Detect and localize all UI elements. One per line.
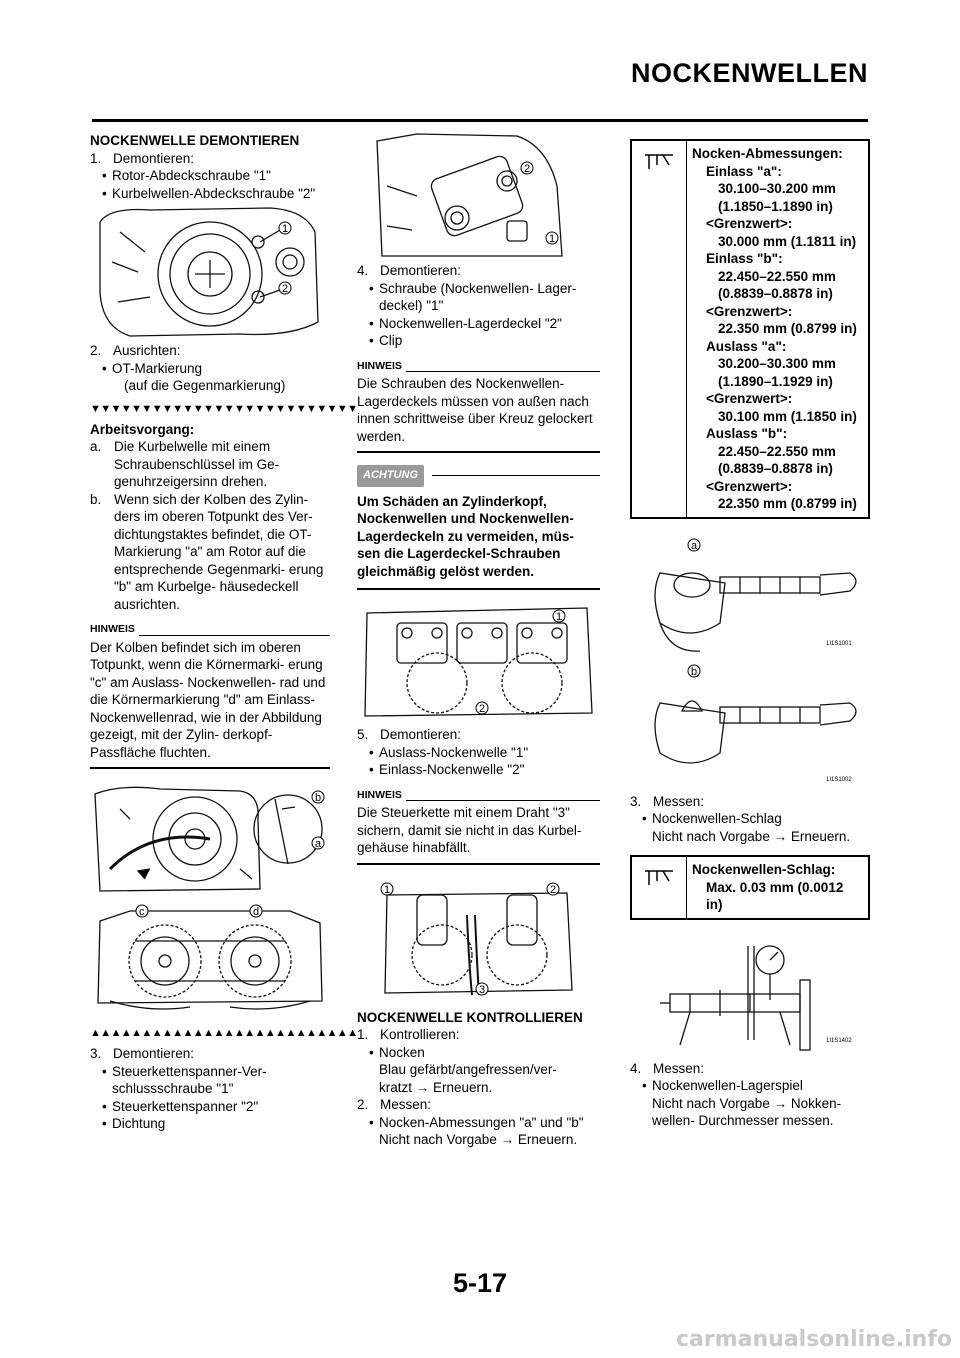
spec-line: <Grenzwert>: xyxy=(706,303,793,319)
spec-line: Auslass "a": xyxy=(706,338,787,354)
spec-line: Einlass "b": xyxy=(706,251,783,266)
spec-title: Nockenwellen-Schlag: xyxy=(692,862,836,877)
step-4: 4. Demontieren: xyxy=(357,263,462,278)
rotor-cover-figure xyxy=(90,202,330,342)
bullet: • Nockenwellen-Lagerdeckel "2" xyxy=(369,315,600,333)
spec-line: 30.100 mm (1.1850 in) xyxy=(718,408,857,424)
step-2: 2. Messen: xyxy=(357,1097,432,1112)
figure-label-1: 1 xyxy=(282,223,289,235)
spec-line: <Grenzwert>: xyxy=(706,478,793,494)
caution-header xyxy=(357,465,600,487)
figure-label-3: 3 xyxy=(479,983,486,996)
step-2: 2. Ausrichten: xyxy=(90,343,181,358)
watermark: carmanualsonline.info xyxy=(676,1327,952,1352)
figure-label-c: c xyxy=(139,906,145,918)
spec-title: Nocken-Abmessungen: xyxy=(692,146,843,161)
bullet: • Steuerkettenspanner-Ver- schlussschraube "1" xyxy=(102,1063,330,1098)
spec-line: 30.000 mm (1.1811 in) xyxy=(718,233,857,249)
section-heading: NOCKENWELLE DEMONTIEREN xyxy=(90,133,300,148)
spec-line: 30.200–30.300 mm xyxy=(718,356,836,371)
spec-box-cam-dimensions xyxy=(630,139,870,519)
spec-line: Einlass "a": xyxy=(706,163,782,179)
spec-box-camshaft-runout xyxy=(630,855,870,920)
spec-line: Auslass "b": xyxy=(706,426,788,441)
spec-line: (1.1890–1.1929 in) xyxy=(718,373,833,389)
bullet: • Nocken xyxy=(369,1044,600,1062)
figure-label-a: a xyxy=(315,838,322,850)
bullet: • Rotor-Abdeckschraube "1" xyxy=(102,167,330,185)
spec-line: (1.1850–1.1890 in) xyxy=(718,198,833,214)
spec-line: in) xyxy=(706,897,723,912)
procedure-step-a: a. Die Kurbelwelle mit einem Schraubenschlüssel im Ge- genuhrzeigersinn drehen. xyxy=(90,439,280,489)
bullet: • Nockenwellen-Schlag xyxy=(642,810,870,828)
spec-line: Max. 0.03 mm (0.0012 xyxy=(706,879,844,895)
caliper-icon xyxy=(632,857,687,918)
spec-line: 22.350 mm (0.8799 in) xyxy=(718,496,857,511)
section-heading: NOCKENWELLE KONTROLLIEREN xyxy=(357,1009,583,1025)
step-3: 3. Messen: xyxy=(630,793,705,809)
note-text: Die Schrauben des Nockenwellen- Lagerdeckels müssen von außen nach innen schrittweise über Kreuz gelockert werden. xyxy=(357,375,600,453)
bullet-sub: kratzt → Erneuern. xyxy=(379,1079,493,1095)
spec-line: 22.350 mm (0.8799 in) xyxy=(718,321,857,336)
note-header: HINWEIS xyxy=(357,358,600,376)
column-middle xyxy=(357,126,600,1149)
note-header: HINWEIS xyxy=(357,787,600,805)
bullet: • Nocken-Abmessungen "a" und "b" xyxy=(369,1114,600,1132)
bullet: • Nockenwellen-Lagerspiel xyxy=(642,1077,870,1095)
note-text: Der Kolben befindet sich im oberen Totpunkt, wenn die Körnermarki- erung "c" am Auslass- Nockenwellen- rad und die Körnermarkierung "d" am Einlass- Nockenwellenrad, wie in der Abbildung gezeigt, mit der Zylin- derkopf- Passfläche fluchten. xyxy=(90,639,330,770)
bullet: • OT-Markierung xyxy=(102,360,330,378)
spec-line: 22.450–22.550 mm xyxy=(718,443,836,459)
figure-label-1: 1 xyxy=(549,233,556,245)
bullet-sub: Blau gefärbt/angefressen/ver- xyxy=(379,1062,557,1077)
step-4: 4. Messen: xyxy=(630,1060,705,1076)
procedure-heading: Arbeitsvorgang: xyxy=(90,421,195,437)
micrometer-figure-b xyxy=(630,663,870,793)
ot-mark-figure xyxy=(90,779,330,901)
figure-label-2: 2 xyxy=(524,163,531,175)
figure-code: 1I1S1001 xyxy=(826,640,852,647)
spec-line: 30.100–30.200 mm xyxy=(718,181,836,196)
page-title: NOCKENWELLEN xyxy=(631,58,868,88)
figure-label-a: a xyxy=(691,539,698,552)
spec-line: (0.8839–0.8878 in) xyxy=(718,286,833,301)
bullet-sub: Nicht nach Vorgabe → Erneuern. xyxy=(379,1132,578,1147)
bullet: • Steuerkettenspanner "2" xyxy=(102,1098,330,1116)
header-rule xyxy=(92,119,868,122)
bullet-sub: (auf die Gegenmarkierung) xyxy=(124,378,286,393)
step-3: 3. Demontieren: xyxy=(90,1046,195,1061)
bullet-sub: wellen- Durchmesser messen. xyxy=(652,1113,834,1128)
camshaft-caps-figure xyxy=(357,598,600,726)
procedure-end-marker: ▲▲▲▲▲▲▲▲▲▲▲▲▲▲▲▲▲▲▲▲▲▲▲▲▲▲ xyxy=(90,1027,358,1039)
bullet: • Dichtung xyxy=(102,1115,330,1133)
step-1: 1. Demontieren: xyxy=(90,150,195,166)
figure-code: 1I1S1402 xyxy=(826,1037,852,1044)
caliper-icon xyxy=(632,141,687,517)
note-header: HINWEIS xyxy=(90,621,330,639)
bullet: • Schraube (Nockenwellen- Lager- deckel) "1" xyxy=(369,280,600,315)
figure-label-d: d xyxy=(253,906,260,918)
procedure-start-marker: ▼▼▼▼▼▼▼▼▼▼▼▼▼▼▼▼▼▼▼▼▼▼▼▼▼▼ xyxy=(90,402,358,415)
spec-line: (0.8839–0.8878 in) xyxy=(718,461,833,476)
step-1: 1. Kontrollieren: xyxy=(357,1027,460,1042)
dial-gauge-figure xyxy=(630,930,870,1060)
caution-text: Um Schäden an Zylinderkopf, Nockenwellen und Nockenwellen- Lagerdeckeln zu vermeiden, müs- sen die Lagerdeckel-Schrauben gleichmäßig gelöst werden. xyxy=(357,487,600,591)
bullet: • Clip xyxy=(369,332,600,350)
spec-line: <Grenzwert>: xyxy=(706,216,793,231)
figure-label-2: 2 xyxy=(550,883,557,896)
figure-label-b: b xyxy=(691,665,698,678)
figure-label-2: 2 xyxy=(282,283,289,295)
bullet-sub: Nicht nach Vorgabe → Nokken- xyxy=(652,1095,842,1111)
spec-line: <Grenzwert>: xyxy=(706,391,793,406)
bullet: • Einlass-Nockenwelle "2" xyxy=(369,761,600,779)
figure-label-1: 1 xyxy=(384,883,391,896)
step-5: 5. Demontieren: xyxy=(357,727,462,742)
camshaft-removal-figure xyxy=(357,875,600,1003)
micrometer-figure-a xyxy=(630,533,870,663)
figure-label-2: 2 xyxy=(479,703,486,715)
note-text: Die Steuerkette mit einem Draht "3" sichern, damit sie nicht in das Kurbel- gehäuse hinabfällt. xyxy=(357,804,600,865)
caution-badge: ACHTUNG xyxy=(357,465,424,487)
bullet: • Auslass-Nockenwelle "1" xyxy=(369,744,600,762)
bullet-sub: Nicht nach Vorgabe → Erneuern. xyxy=(652,828,851,844)
page-number: 5-17 xyxy=(452,1268,508,1298)
column-right xyxy=(630,126,870,1130)
column-left xyxy=(90,126,358,1133)
bullet: • Kurbelwellen-Abdeckschraube "2" xyxy=(102,185,330,203)
spec-line: 22.450–22.550 mm xyxy=(718,268,836,284)
procedure-step-b: b. Wenn sich der Kolben des Zylin- ders im oberen Totpunkt des Ver- dichtungstaktes befindet, die OT- Markierung "a" am Rotor auf die entsprechende Gegenmarki- erung "b" am Kurbelge- häusedeckell ausrichten. xyxy=(90,491,324,612)
figure-label-1: 1 xyxy=(556,611,563,623)
cam-sprocket-figure xyxy=(90,901,330,1019)
tensioner-figure xyxy=(357,126,600,262)
figure-code: 1I1S1002 xyxy=(826,776,852,783)
figure-label-b: b xyxy=(315,792,322,804)
